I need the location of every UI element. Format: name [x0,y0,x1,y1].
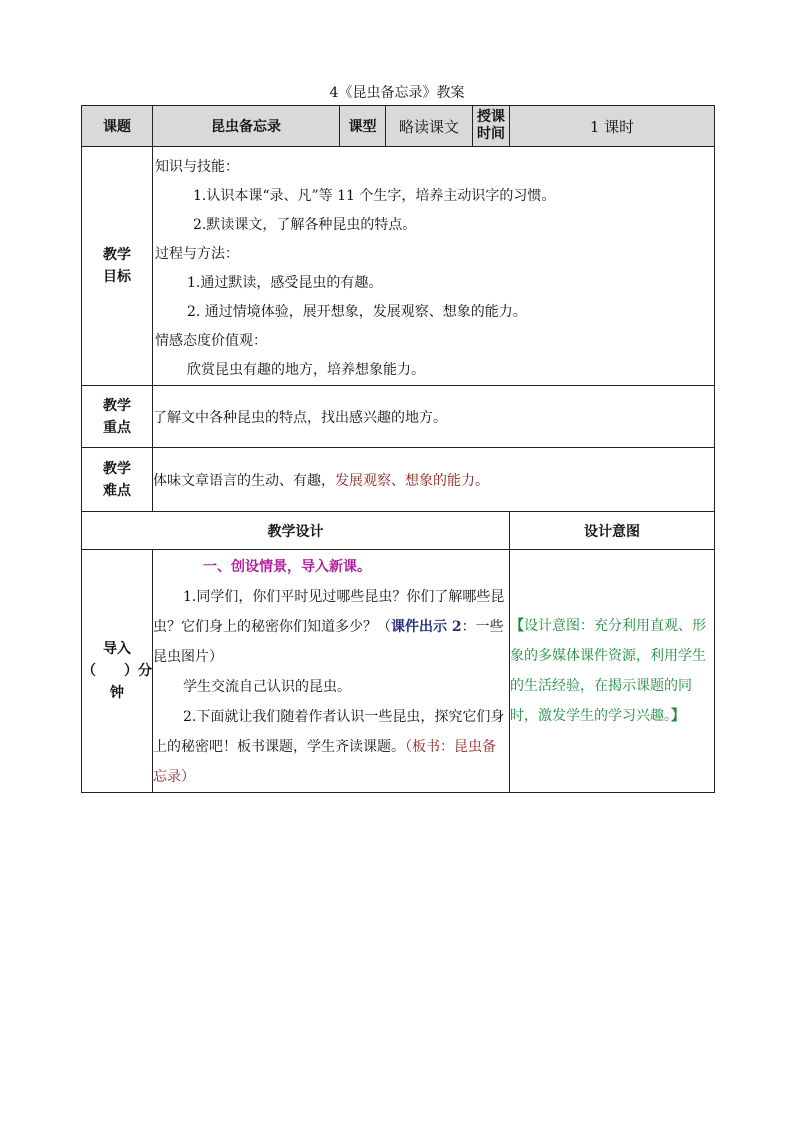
goals-content [153,147,715,386]
page-title: 4《昆虫备忘录》教案 [329,85,465,101]
intro-intent [510,550,715,793]
difficulty-text-highlight: 发展观察、想象的能力 [335,472,475,489]
difficulty-text-plain: 体味文章语言的生动、有趣， [153,472,335,489]
focus-label-line-2: 重点 [103,419,131,436]
intro-label [82,550,153,793]
type-value: 略读课文 [386,106,473,147]
intro-design [153,550,510,793]
design-header: 教学设计 [82,512,510,550]
intro-p1-end: ：一些昆虫图片） [153,619,504,665]
lesson-plan-table [81,105,715,793]
time-label [473,106,510,147]
focus-row [82,386,715,448]
goal-item: 2. 通过情境体验，展开想象，发展观察、想象的能力。 [187,304,527,320]
intro-p3-text: 2.下面就让我们随着作者认识一些昆虫，探究它们身上的秘密吧！板书课题，学生齐读课题。 [153,709,505,755]
difficulty-label-line-2: 难点 [103,482,131,499]
difficulty-text [153,448,715,512]
topic-value: 昆虫备忘录 [153,106,340,147]
intro-paragraph-3 [153,702,509,792]
type-label: 课型 [340,106,386,147]
intro-paragraph-2: 学生交流自己认识的昆虫。 [183,679,351,695]
intent-close-bracket: 】 [671,708,685,724]
intro-paragraph-1 [153,582,509,672]
intro-heading: 一、创设情景，导入新课。 [203,559,371,575]
difficulty-row [82,448,715,512]
goals-label-line-2: 目标 [103,269,131,285]
goals-label [82,147,153,386]
topic-label: 课题 [82,106,153,147]
header-row [82,106,715,147]
goal-item: 1.认识本课“录、凡”等 11 个生字，培养主动识字的习惯。 [193,188,556,204]
goal-item: 2.默读课文，了解各种昆虫的特点。 [193,217,417,233]
intent-open-bracket: 【 [510,618,524,634]
goal-heading-emotion: 情感态度价值观： [155,333,267,349]
time-label-line-1: 授课 [477,109,505,125]
goal-item: 欣赏昆虫有趣的地方，培养想象能力。 [187,362,425,378]
difficulty-text-end: 。 [475,472,489,489]
goals-row [82,147,715,386]
intro-row [82,550,715,793]
goal-item: 1.通过默读，感受昆虫的有趣。 [187,275,383,291]
focus-label-line-1: 教学 [103,397,131,414]
board-note: （板书：昆虫备忘录） [153,739,496,785]
focus-text: 了解文中各种昆虫的特点，找出感兴趣的地方。 [153,386,715,448]
intro-p1-text: 1.同学们，你们平时见过哪些昆虫？你们了解哪些昆虫？它们身上的秘密你们知道多少？（ [153,589,505,635]
difficulty-label [82,448,153,512]
focus-label [82,386,153,448]
intent-header: 设计意图 [510,512,715,550]
goals-label-line-1: 教学 [103,247,131,263]
goal-heading-knowledge: 知识与技能： [155,159,239,175]
courseware-label: 课件出示 2 [391,619,462,635]
intro-label-line-3: 钟 [110,685,124,701]
goal-heading-process: 过程与方法： [155,246,239,262]
intro-label-line-1: 导入 [103,641,131,657]
intent-text: 设计意图：充分利用直观、形象的多媒体课件资源，利用学生的生活经验，在揭示课题的同时，激发学生的学习兴趣。 [510,618,706,724]
time-label-line-2: 时间 [477,126,505,142]
time-value: 1 课时 [510,106,715,147]
difficulty-label-line-1: 教学 [103,460,131,477]
design-header-row [82,512,715,550]
intro-label-line-2: （ ）分 [82,663,152,679]
